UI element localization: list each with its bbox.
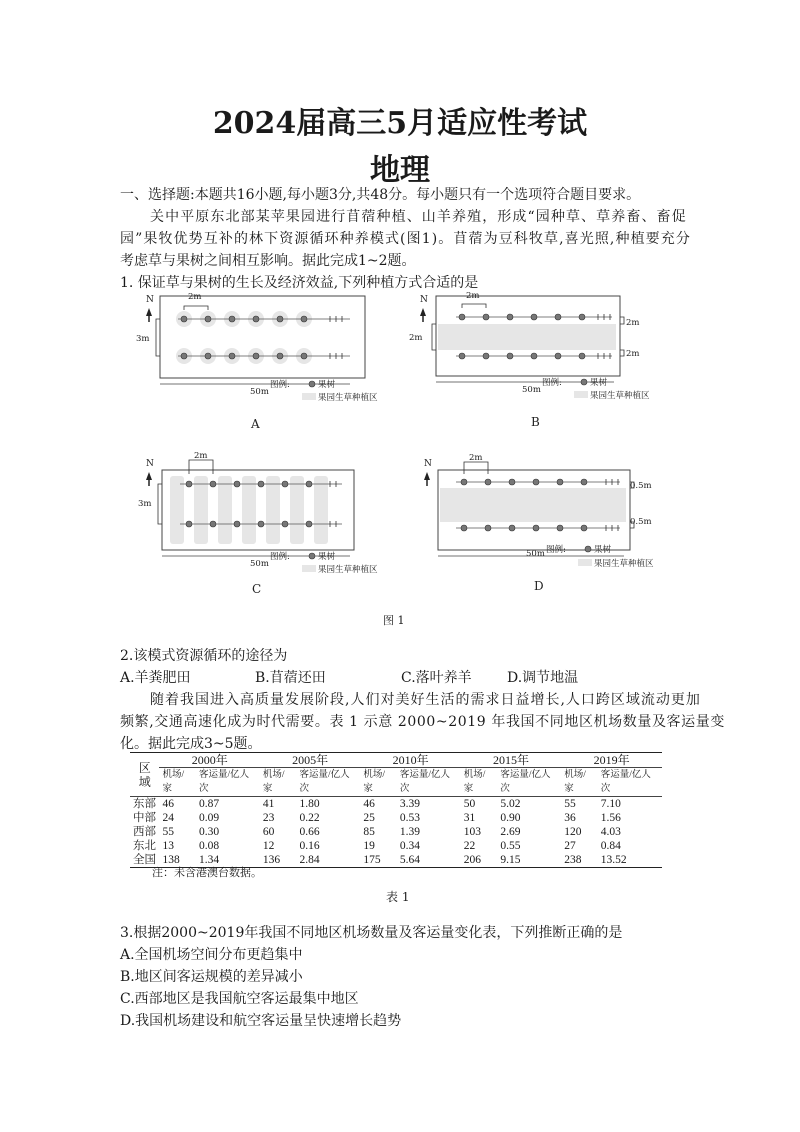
table-row <box>130 811 662 825</box>
passage2-line1: 随着我国进入高质量发展阶段,人们对美好生活的需求日益增长,人口跨区域流动更加 <box>150 692 701 708</box>
airport-count-cell: 22 <box>463 840 476 852</box>
passage2-line3: 化。据此完成3~5题。 <box>120 736 262 752</box>
spacing-right-label-1: 0.5m <box>630 481 652 491</box>
diagram-b <box>400 286 650 436</box>
region-cell: 东北 <box>133 840 156 852</box>
passenger-volume-cell: 0.66 <box>299 826 320 838</box>
region-header: 区域 <box>130 753 159 797</box>
airport-count-cell: 175 <box>360 853 397 868</box>
passenger-volume-cell: 0.84 <box>600 840 621 852</box>
airport-count-cell: 138 <box>159 853 196 868</box>
legend-tree-icon <box>585 546 591 552</box>
airport-count-cell: 55 <box>564 798 576 810</box>
section-heading: 一、选择题:本题共16小题,每小题3分,共48分。每小题只有一个选项符合题目要求。 <box>120 187 641 203</box>
airport-count-cell: 27 <box>564 840 576 852</box>
passenger-volume-cell: 7.10 <box>600 798 621 810</box>
option-letter: A <box>251 417 260 431</box>
length-label: 50m <box>522 385 541 395</box>
airport-count-cell: 60 <box>262 826 275 838</box>
diagram-a <box>130 286 378 436</box>
spacing-right-label-2: 2m <box>626 349 640 359</box>
spacing-left-label: 3m <box>136 334 150 344</box>
col-passengers: 客运量/亿人次 <box>397 768 461 797</box>
airport-count-cell: 12 <box>262 840 275 852</box>
airport-count-cell: 206 <box>461 853 498 868</box>
passenger-volume-cell: 5.64 <box>397 853 461 868</box>
airport-data-table <box>130 752 662 868</box>
spacing-left-label: 2m <box>409 333 423 343</box>
col-passengers: 客运量/亿人次 <box>296 768 360 797</box>
passenger-volume-cell: 5.02 <box>500 798 521 810</box>
legend-grass-icon <box>574 391 588 398</box>
passenger-volume-cell: 2.84 <box>296 853 360 868</box>
exam-title: 2024届高三5月适应性考试 <box>212 106 588 141</box>
col-airports: 机场/家 <box>159 768 196 797</box>
legend-tree-label: 果树 <box>318 380 336 390</box>
airport-count-cell: 120 <box>564 826 582 838</box>
spacing-right-label-1: 2m <box>626 318 640 328</box>
legend-grass-label: 果园生草种植区 <box>594 559 654 569</box>
legend-tree-label: 果树 <box>594 545 612 555</box>
passenger-volume-cell: 0.22 <box>299 812 320 824</box>
airport-count-cell: 31 <box>463 812 476 824</box>
airport-count-cell: 36 <box>564 812 576 824</box>
passenger-volume-cell: 13.52 <box>598 853 662 868</box>
figure-caption: 图 1 <box>383 614 405 627</box>
passenger-volume-cell: 0.90 <box>500 812 521 824</box>
year-header: 2005年 <box>260 753 360 768</box>
spacing-top-label: 2m <box>466 291 480 301</box>
diagram-d <box>400 452 662 602</box>
airport-count-cell: 50 <box>463 798 476 810</box>
passenger-volume-cell: 0.53 <box>399 812 421 824</box>
year-header: 2019年 <box>561 753 662 768</box>
table-row <box>130 797 662 812</box>
q3-option-a: A.全国机场空间分布更趋集中 <box>120 947 303 963</box>
airport-count-cell: 55 <box>162 826 174 838</box>
legend-title: 图例: <box>546 545 566 555</box>
north-label: N <box>424 459 432 469</box>
airport-count-cell: 19 <box>363 840 375 852</box>
passage1-line1: 关中平原东北部某苹果园进行苜蓿种植、山羊养殖，形成“园种草、草养畜、畜促 <box>150 209 687 225</box>
passenger-volume-cell: 1.56 <box>600 812 621 824</box>
year-header: 2015年 <box>461 753 561 768</box>
col-airports: 机场/家 <box>360 768 397 797</box>
airport-count-cell: 46 <box>363 798 375 810</box>
spacing-top-label: 2m <box>188 292 202 302</box>
option-letter: D <box>534 579 544 593</box>
col-airports: 机场/家 <box>561 768 598 797</box>
passenger-volume-cell: 3.39 <box>399 798 421 810</box>
table-caption: 表 1 <box>386 890 410 904</box>
legend-tree-label: 果树 <box>318 552 336 562</box>
airport-count-cell: 13 <box>162 840 174 852</box>
q2-option-c: C.落叶养羊 <box>401 670 472 686</box>
passenger-volume-cell: 0.08 <box>199 840 220 852</box>
col-passengers: 客运量/亿人次 <box>598 768 662 797</box>
passenger-volume-cell: 0.55 <box>500 840 521 852</box>
question-3: 3.根据2000~2019年我国不同地区机场数量及客运量变化表，下列推断正确的是 <box>120 925 623 941</box>
legend-grass-icon <box>302 565 316 572</box>
north-label: N <box>146 295 154 305</box>
passenger-volume-cell: 1.39 <box>399 826 421 838</box>
q3-option-d: D.我国机场建设和航空客运量呈快速增长趋势 <box>120 1013 402 1029</box>
option-letter: B <box>531 415 540 429</box>
passage2-line2: 频繁,交通高速化成为时代需要。表 1 示意 2000~2019 年我国不同地区机场数量及客运量变 <box>120 714 725 730</box>
question-2: 2.该模式资源循环的途径为 <box>120 648 288 664</box>
north-label: N <box>420 295 428 305</box>
diagram-c <box>130 451 378 602</box>
airport-count-cell: 46 <box>162 798 174 810</box>
legend-grass-icon <box>302 393 316 400</box>
spacing-top-label: 2m <box>469 453 483 463</box>
length-label: 50m <box>250 387 269 397</box>
q3-option-c: C.西部地区是我国航空客运最集中地区 <box>120 991 359 1007</box>
legend-tree-icon <box>309 381 315 387</box>
passenger-volume-cell: 0.87 <box>199 798 220 810</box>
airport-count-cell: 23 <box>262 812 275 824</box>
col-airports: 机场/家 <box>461 768 498 797</box>
airport-count-cell: 85 <box>363 826 375 838</box>
option-letter: C <box>252 582 262 596</box>
airport-count-cell: 25 <box>363 812 375 824</box>
table-body <box>130 797 662 868</box>
col-airports: 机场/家 <box>260 768 297 797</box>
spacing-left-label: 3m <box>138 499 152 509</box>
col-passengers: 客运量/亿人次 <box>196 768 260 797</box>
passenger-volume-cell: 4.03 <box>600 826 621 838</box>
passenger-volume-cell: 0.30 <box>199 826 220 838</box>
q2-option-d: D.调节地温 <box>507 670 579 686</box>
spacing-right-label-2: 0.5m <box>630 517 652 527</box>
airport-count-cell: 24 <box>162 812 174 824</box>
passenger-volume-cell: 1.34 <box>196 853 260 868</box>
length-label: 50m <box>526 549 545 559</box>
year-header: 2000年 <box>159 753 259 768</box>
passage1-line2: 园”果牧优势互补的林下资源循环种养模式(图1)。苜蓿为豆科牧草,喜光照,种植要充分 <box>120 231 691 247</box>
col-passengers: 客运量/亿人次 <box>497 768 561 797</box>
question-1: 1. 保证草与果树的生长及经济效益,下列种植方式合适的是 <box>120 275 479 291</box>
legend-grass-label: 果园生草种植区 <box>590 391 650 401</box>
region-cell: 全国 <box>130 853 159 868</box>
q2-option-b: B.苜蓿还田 <box>255 670 326 686</box>
passenger-volume-cell: 9.15 <box>497 853 561 868</box>
year-header: 2010年 <box>360 753 460 768</box>
region-cell: 西部 <box>133 826 156 838</box>
length-label: 50m <box>250 559 269 569</box>
airport-count-cell: 103 <box>463 826 482 838</box>
region-cell: 东部 <box>133 798 156 810</box>
legend-grass-icon <box>578 559 592 566</box>
table-note: 注：未含港澳台数据。 <box>152 866 262 879</box>
q2-option-a: A.羊粪肥田 <box>120 670 191 686</box>
passage1-line3: 考虑草与果树之间相互影响。据此完成1~2题。 <box>120 253 416 269</box>
table-row <box>130 825 662 839</box>
spacing-top-label: 2m <box>194 451 208 461</box>
legend-title: 图例: <box>542 378 562 388</box>
north-label: N <box>146 459 154 469</box>
q3-option-b: B.地区间客运规模的差异减小 <box>120 969 303 985</box>
region-cell: 中部 <box>133 812 156 824</box>
passenger-volume-cell: 0.34 <box>399 840 421 852</box>
passenger-volume-cell: 0.09 <box>199 812 220 824</box>
table-row <box>130 839 662 853</box>
legend-tree-icon <box>309 553 315 559</box>
passenger-volume-cell: 1.80 <box>299 798 320 810</box>
legend-grass-label: 果园生草种植区 <box>318 393 378 403</box>
exam-subject: 地理 <box>370 153 430 188</box>
legend-grass-label: 果园生草种植区 <box>318 565 378 575</box>
legend-tree-icon <box>581 379 587 385</box>
airport-count-cell: 41 <box>262 798 275 810</box>
legend-title: 图例: <box>270 380 290 390</box>
legend-tree-label: 果树 <box>590 378 608 388</box>
passenger-volume-cell: 0.16 <box>299 840 320 852</box>
airport-count-cell: 238 <box>561 853 598 868</box>
airport-count-cell: 136 <box>260 853 297 868</box>
legend-title: 图例: <box>270 552 290 562</box>
passenger-volume-cell: 2.69 <box>500 826 521 838</box>
